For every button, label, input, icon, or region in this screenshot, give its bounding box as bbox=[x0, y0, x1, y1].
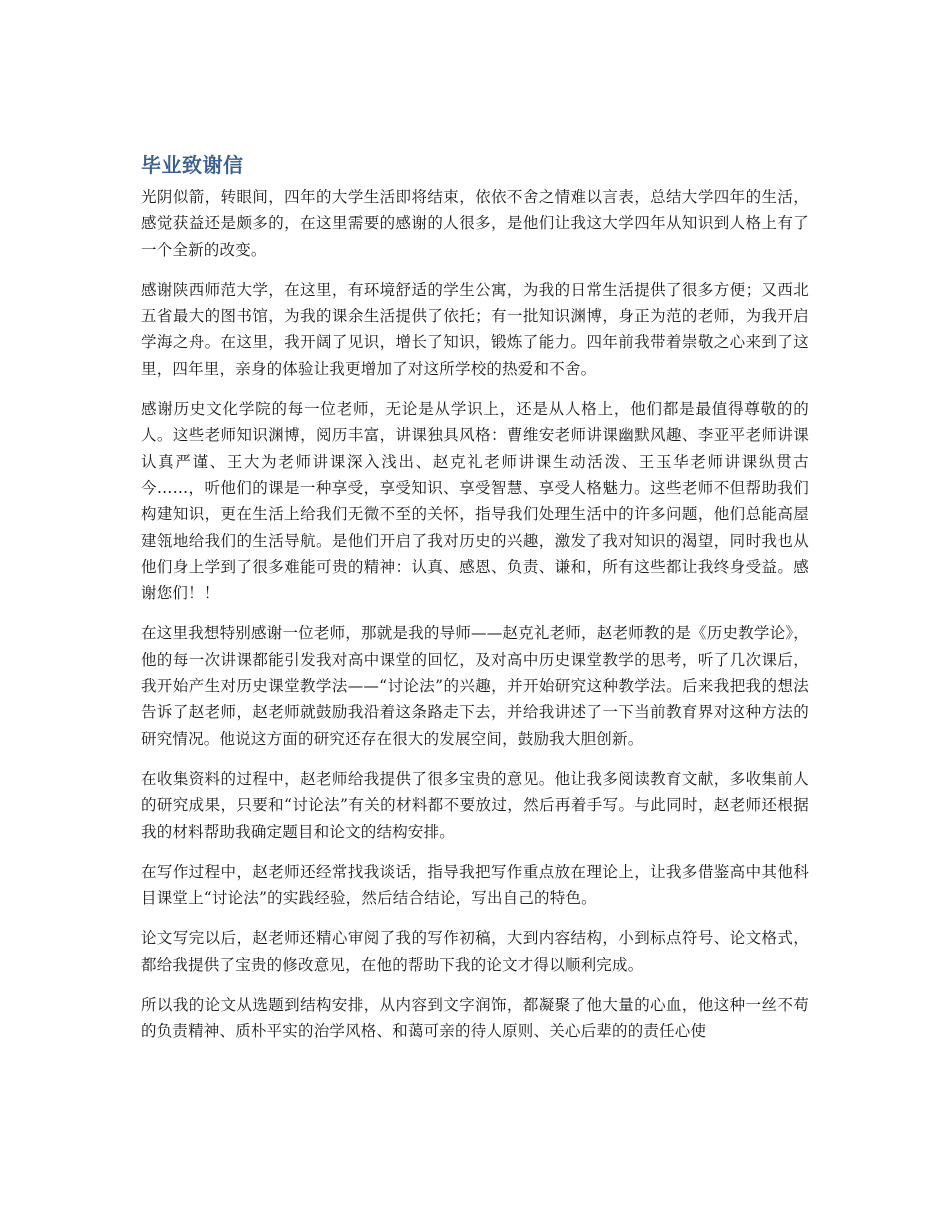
paragraph-research: 在收集资料的过程中，赵老师给我提供了很多宝贵的意见。他让我多阅读教育文献，多收集前人的研究成果，只要和“讨论法”有关的材料都不要放过，然后再着手写。与此同时，赵老师还根据我的材料帮助我确定题目和论文的结构安排。 bbox=[141, 769, 809, 841]
paragraph-writing: 在写作过程中，赵老师还经常找我谈话，指导我把写作重点放在理论上，让我多借鉴高中其他科目课堂上“讨论法”的实践经验，然后结合结论，写出自己的特色。 bbox=[141, 862, 809, 908]
paragraph-advisor: 在这里我想特别感谢一位老师，那就是我的导师——赵克礼老师，赵老师教的是《历史教学论》，他的每一次讲课都能引发我对高中课堂的回忆，及对高中历史课堂教学的思考，听了几次课后，我开始产生对历史课堂教学法——“讨论法”的兴趣，并开始研究这种教学法。后来我把我的想法告诉了赵老师，赵老师就鼓励我沿着这条路走下去，并给我讲述了一下当前教育界对这种方法的研究情况。他说这方面的研究还存在很大的发展空间，鼓励我大胆创新。 bbox=[141, 624, 809, 748]
document-page bbox=[141, 148, 809, 1059]
paragraph-intro: 光阴似箭，转眼间，四年的大学生活即将结束，依依不舍之情难以言表，总结大学四年的生活，感觉获益还是颇多的，在这里需要的感谢的人很多，是他们让我这大学四年从知识到人格上有了一个全新的改变。 bbox=[141, 188, 809, 259]
document-title: 毕业致谢信 bbox=[141, 153, 244, 177]
paragraph-review: 论文写完以后，赵老师还精心审阅了我的写作初稿，大到内容结构，小到标点符号、论文格式，都给我提供了宝贵的修改意见，在他的帮助下我的论文才得以顺利完成。 bbox=[141, 929, 809, 974]
paragraph-conclusion: 所以我的论文从选题到结构安排，从内容到文字润饰，都凝聚了他大量的心血，他这种一丝不苟的负责精神、质朴平实的治学风格、和蔼可亲的待人原则、关心后辈的的责任心使 bbox=[141, 996, 809, 1041]
paragraph-university: 感谢陕西师范大学，在这里，有环境舒适的学生公寓，为我的日常生活提供了很多方便；又西北五省最大的图书馆，为我的课余生活提供了依托；有一批知识渊博，身正为范的老师，为我开启学海之舟。在这里，我开阔了见识，增长了知识，锻炼了能力。四年前我带着崇敬之心来到了这里，四年里，亲身的体验让我更增加了对这所学校的热爱和不舍。 bbox=[141, 280, 809, 378]
paragraph-teachers: 感谢历史文化学院的每一位老师，无论是从学识上，还是从人格上，他们都是最值得尊敬的的人。这些老师知识渊博，阅历丰富，讲课独具风格：曹维安老师讲课幽默风趣、李亚平老师讲课认真严谨、王大为老师讲课深入浅出、赵克礼老师讲课生动活泼、王玉华老师讲课纵贯古今……，听他们的课是一种享受，享受知识、享受智慧、享受人格魅力。这些老师不但帮助我们构建知识，更在生活上给我们无微不至的关怀，指导我们处理生活中的许多问题，他们总能高屋建瓴地给我们的生活导航。是他们开启了我对历史的兴趣，激发了我对知识的渴望，同时我也从他们身上学到了很多难能可贵的精神：认真、感恩、负责、谦和，所有这些都让我终身受益。感谢您们！！ bbox=[141, 400, 809, 603]
